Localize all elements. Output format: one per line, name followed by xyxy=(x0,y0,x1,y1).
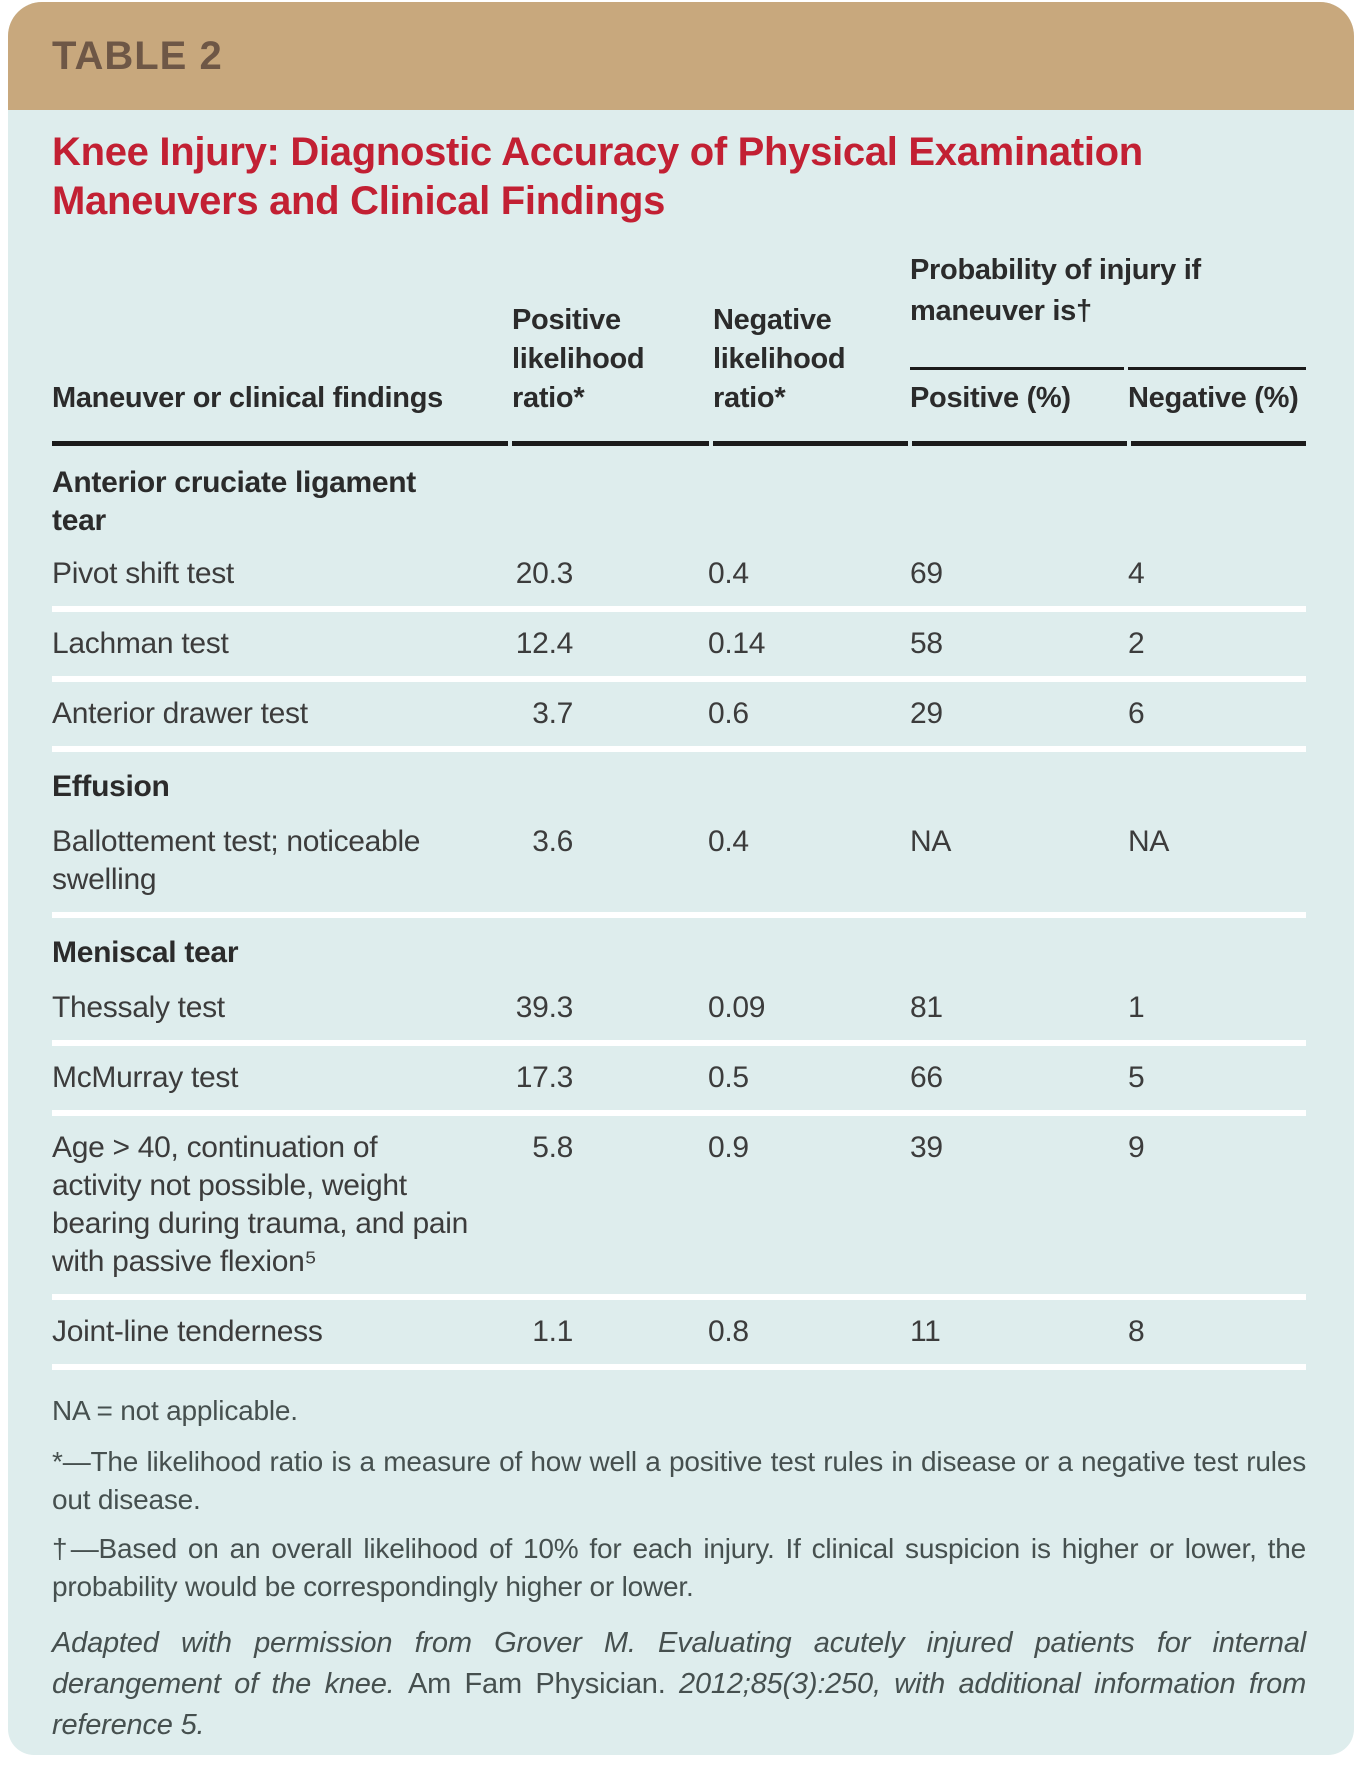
group-header-rule xyxy=(1128,367,1306,370)
positive-pct-cell: 39 xyxy=(910,1131,943,1164)
column-header-negative-lr: Negative likelihood ratio* xyxy=(713,304,846,414)
footnote-na: NA = not applicable. xyxy=(52,1395,298,1426)
negative-pct-cell: 2 xyxy=(1128,627,1145,660)
table-header-band xyxy=(8,2,1354,110)
section-header: Meniscal tear xyxy=(52,936,239,969)
citation-text: 2012;85(3):250, with additional information from reference 5. xyxy=(52,1668,1307,1741)
positive-lr-cell: 12.4 xyxy=(515,627,573,660)
positive-pct-cell: 66 xyxy=(910,1061,943,1094)
column-header-positive-pct: Positive (%) xyxy=(910,382,1071,414)
table-row xyxy=(52,976,1306,1040)
citation-text: Adapted with permission from Grover M. Evaluating acutely injured patients for internal derangement of the knee. xyxy=(52,1627,1306,1700)
positive-pct-cell: 11 xyxy=(910,1315,941,1348)
table-row xyxy=(52,1046,1306,1110)
negative-pct-cell: NA xyxy=(1128,825,1170,858)
negative-pct-cell: 9 xyxy=(1128,1131,1145,1164)
positive-lr-cell: 3.7 xyxy=(532,697,573,730)
maneuver-cell: Lachman test xyxy=(52,627,229,660)
negative-lr-cell: 0.09 xyxy=(708,991,766,1024)
negative-pct-cell: 1 xyxy=(1128,991,1145,1024)
negative-lr-cell: 0.8 xyxy=(708,1315,749,1348)
citation xyxy=(52,1623,1306,1746)
footnote-asterisk: *—The likelihood ratio is a measure of how well a positive test rules in disease or a negative test rules out disease. xyxy=(52,1446,1306,1515)
negative-pct-cell: 8 xyxy=(1128,1315,1145,1348)
table-column-headers xyxy=(52,246,1306,446)
table-row xyxy=(52,1300,1306,1364)
group-header-rule xyxy=(910,367,1124,370)
column-header-negative-pct: Negative (%) xyxy=(1128,382,1299,414)
table-row xyxy=(52,810,1306,912)
negative-lr-cell: 0.4 xyxy=(708,557,749,590)
positive-lr-cell: 5.8 xyxy=(532,1131,573,1164)
maneuver-cell: Ballottement test; noticeable swelling xyxy=(52,825,421,896)
negative-lr-cell: 0.4 xyxy=(708,825,749,858)
column-header-positive-lr: Positive likelihood ratio* xyxy=(512,304,645,414)
maneuver-cell: Thessaly test xyxy=(52,991,225,1024)
negative-lr-cell: 0.6 xyxy=(708,697,749,730)
citation-journal: Am Fam Physician. xyxy=(407,1668,666,1700)
positive-lr-cell: 17.3 xyxy=(515,1061,573,1094)
negative-lr-cell: 0.5 xyxy=(708,1061,749,1094)
positive-pct-cell: 69 xyxy=(910,557,943,590)
negative-pct-cell: 6 xyxy=(1128,697,1145,730)
header-rule xyxy=(52,441,1306,446)
positive-lr-cell: 39.3 xyxy=(515,991,573,1024)
table-row xyxy=(52,542,1306,606)
row-separator xyxy=(52,1364,1306,1370)
footnotes xyxy=(52,1392,1306,1746)
table-row xyxy=(52,1116,1306,1294)
table-row xyxy=(52,682,1306,746)
negative-pct-cell: 4 xyxy=(1128,557,1145,590)
footnote-dagger: †—Based on an overall likelihood of 10% for each injury. If clinical suspicion is higher or lower, the probability would be correspondingly higher or lower. xyxy=(52,1533,1306,1602)
negative-lr-cell: 0.9 xyxy=(708,1131,749,1164)
maneuver-cell: Joint-line tenderness xyxy=(52,1315,323,1348)
positive-pct-cell: 58 xyxy=(910,627,943,660)
page-title: Knee Injury: Diagnostic Accuracy of Physical Examination Maneuvers and Clinical Findings xyxy=(52,130,1143,223)
maneuver-cell: Age > 40, continuation of activity not possible, weight bearing during trauma, and pain with passive flexion⁵ xyxy=(52,1131,468,1278)
positive-lr-cell: 3.6 xyxy=(532,825,573,858)
negative-pct-cell: 5 xyxy=(1128,1061,1145,1094)
table-tag: TABLE 2 xyxy=(52,33,223,78)
positive-pct-cell: 81 xyxy=(910,991,943,1024)
negative-lr-cell: 0.14 xyxy=(708,627,766,660)
table-card xyxy=(8,2,1354,1755)
positive-pct-cell: NA xyxy=(910,825,952,858)
column-header-maneuver: Maneuver or clinical findings xyxy=(52,382,443,414)
maneuver-cell: Pivot shift test xyxy=(52,557,234,590)
table-row xyxy=(52,612,1306,676)
maneuver-cell: McMurray test xyxy=(52,1061,239,1094)
positive-lr-cell: 1.1 xyxy=(532,1315,573,1348)
table-rows xyxy=(52,446,1306,1370)
positive-pct-cell: 29 xyxy=(910,697,943,730)
section-header: Anterior cruciate ligament tear xyxy=(52,466,416,537)
positive-lr-cell: 20.3 xyxy=(515,557,573,590)
maneuver-cell: Anterior drawer test xyxy=(52,697,308,730)
column-header-probability-group: Probability of injury if maneuver is† xyxy=(910,254,1201,327)
section-header: Effusion xyxy=(52,770,170,803)
table-body-panel xyxy=(8,110,1354,1755)
